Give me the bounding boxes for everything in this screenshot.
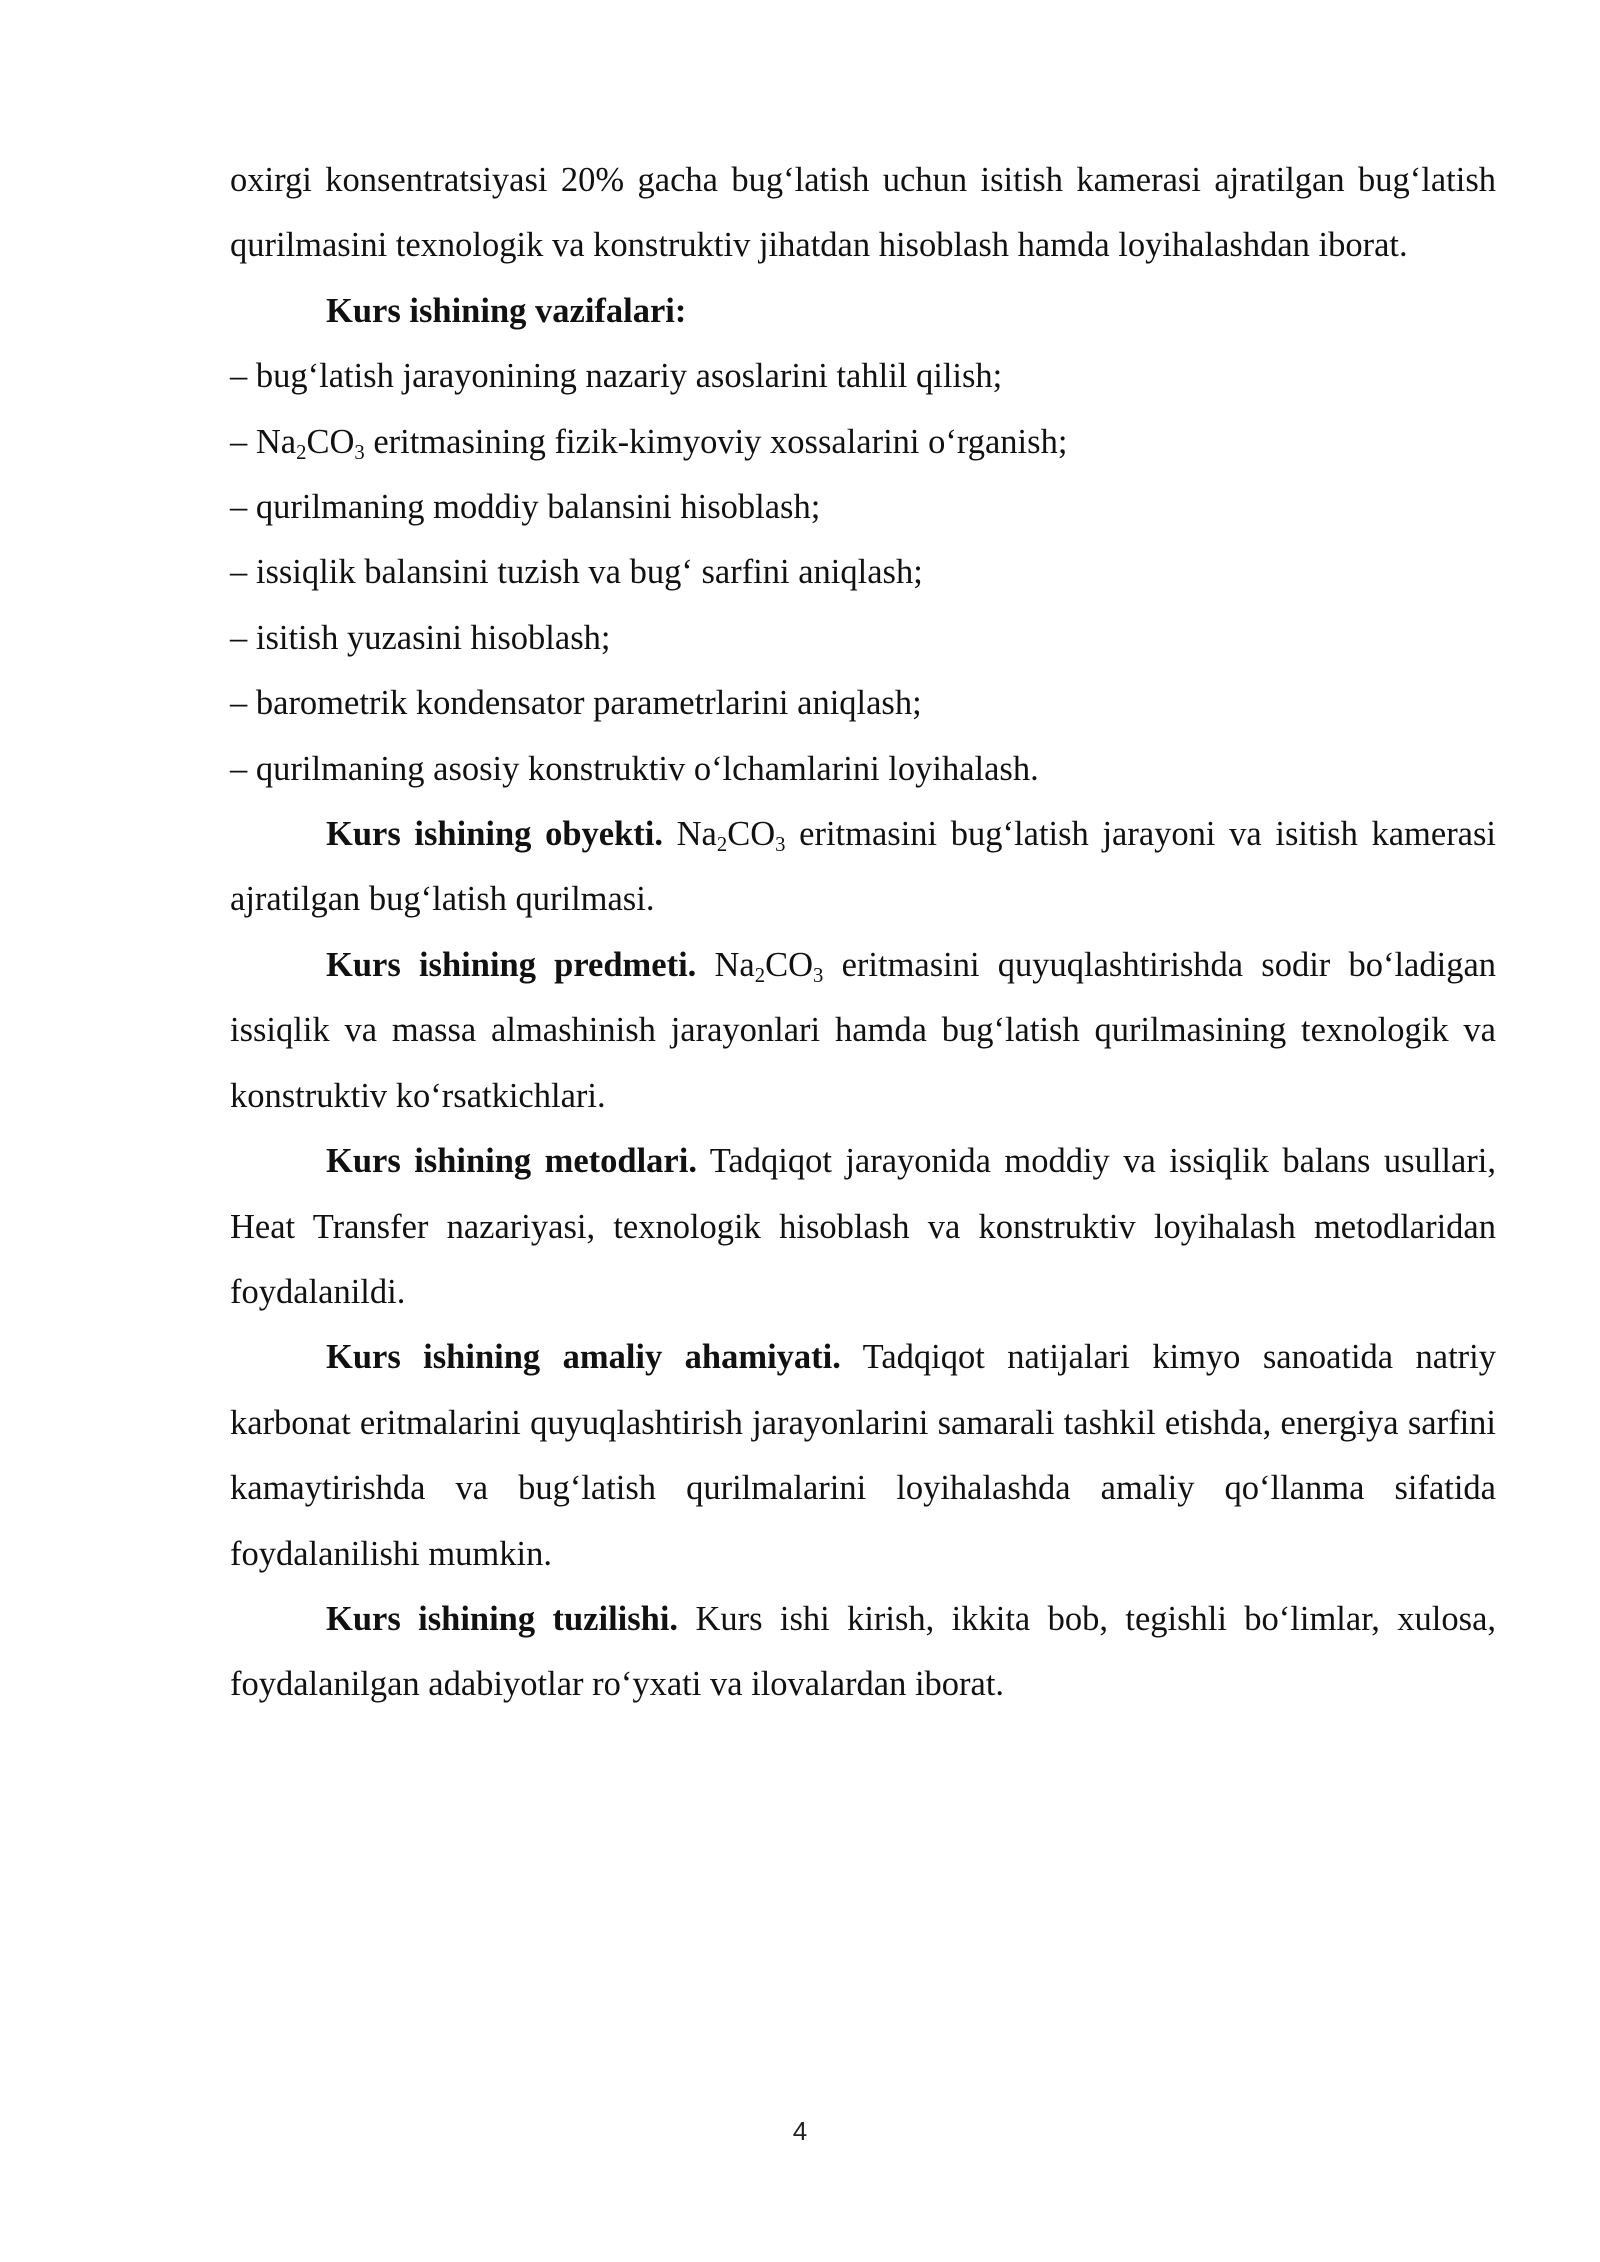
- methods-paragraph: [230, 1129, 1496, 1325]
- formula-co: CO: [306, 422, 355, 461]
- task-item: – isitish yuzasini hisoblash;: [230, 618, 611, 657]
- task-item: – bug‘latish jarayonining nazariy asoslarini tahlil qilish;: [230, 357, 1003, 396]
- structure-label: Kurs ishining tuzilishi.: [326, 1599, 679, 1638]
- task-item-text: eritmasining fizik-kimyoviy xossalarini o‘rganish;: [373, 422, 1068, 461]
- page-number: 4: [792, 2116, 808, 2146]
- object-label: Kurs ishining obyekti.: [326, 815, 663, 854]
- object-paragraph: [230, 802, 1496, 933]
- formula-co: CO: [765, 945, 814, 984]
- intro-paragraph: oxirgi konsentratsiyasi 20% gacha bug‘latish uchun isitish kamerasi ajratilgan bug‘latish qurilmasini texnologik va konstruktiv jihatdan hisoblash hamda loyihalashdan iborat.: [230, 161, 1496, 265]
- structure-text: Kurs ishi kirish, ikkita bob, tegishli bo‘limlar, xulosa, foydalanilgan adabiyotlar ro‘yxati va ilovalardan iborat.: [230, 1599, 1497, 1704]
- tasks-heading-text: Kurs ishining vazifalari:: [326, 291, 687, 330]
- formula-co: CO: [727, 815, 776, 854]
- significance-label: Kurs ishining amaliy ahamiyati.: [326, 1338, 841, 1377]
- formula-subscript: 3: [813, 965, 824, 988]
- task-item: [230, 410, 1496, 475]
- subject-label: Kurs ishining predmeti.: [326, 945, 697, 984]
- significance-text: Tadqiqot natijalari kimyo sanoatida natriy karbonat eritmalarini quyuqlashtirish jarayonlarini samarali tashkil etishda, energiya sarfini kamaytirishda va bug‘latish qurilmalarini loyihalashda amaliy qo‘llanma sifatida foydalanilishi mumkin.: [230, 1338, 1496, 1573]
- formula-subscript: 2: [754, 965, 766, 988]
- significance-paragraph: [230, 1325, 1496, 1587]
- formula-na: Na: [676, 815, 717, 854]
- task-item-prefix: – Na: [230, 422, 297, 461]
- tasks-heading: [230, 279, 1496, 344]
- formula-subscript: 2: [296, 441, 307, 464]
- task-item: – issiqlik balansini tuzish va bug‘ sarfini aniqlash;: [230, 553, 923, 592]
- structure-paragraph: [230, 1587, 1496, 1718]
- task-item: – qurilmaning asosiy konstruktiv o‘lchamlarini loyihalash.: [230, 749, 1039, 788]
- object-text: eritmasini bug‘latish jarayoni va isitish kamerasi ajratilgan bug‘latish qurilmasi.: [230, 815, 1497, 919]
- formula-subscript: 2: [716, 834, 728, 857]
- formula-subscript: 3: [775, 834, 786, 857]
- task-item: – barometrik kondensator parametrlarini aniqlash;: [230, 684, 922, 723]
- subject-text: eritmasini quyuqlashtirishda sodir bo‘ladigan issiqlik va massa almashinish jarayonlari hamda bug‘latish qurilmasining texnologik va konstruktiv ko‘rsatkichlari.: [230, 945, 1497, 1115]
- methods-label: Kurs ishining metodlari.: [326, 1142, 697, 1181]
- task-item: – qurilmaning moddiy balansini hisoblash;: [230, 488, 821, 527]
- methods-text: Tadqiqot jarayonida moddiy va issiqlik balans usullari, Heat Transfer nazariyasi, texnologik hisoblash va konstruktiv loyihalash metodlaridan foydalanildi.: [230, 1142, 1496, 1311]
- formula-na: Na: [714, 945, 755, 984]
- subject-paragraph: [230, 933, 1496, 1129]
- document-page: [230, 148, 1496, 1718]
- formula-subscript: 3: [354, 441, 365, 464]
